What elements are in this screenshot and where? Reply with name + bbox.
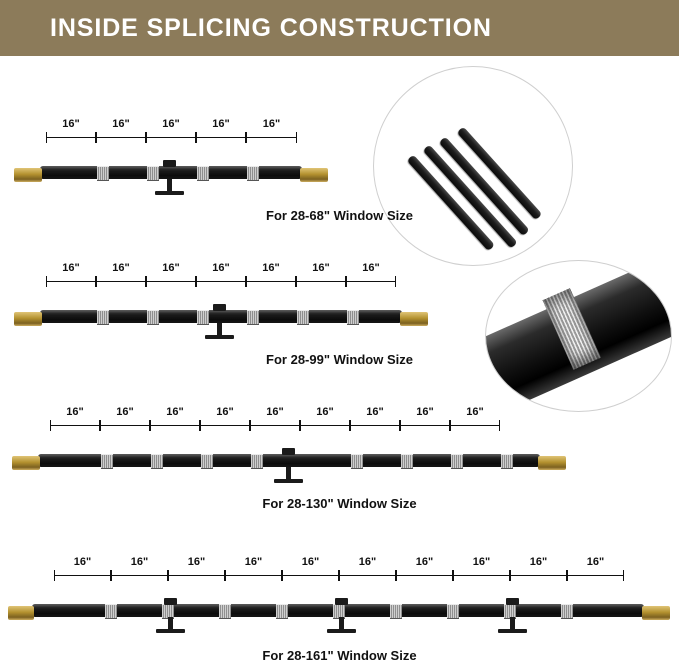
dimension-segment: 16" (54, 556, 111, 582)
dimension-segment: 16" (50, 406, 100, 432)
dimension-segment: 16" (300, 406, 350, 432)
center-support-foot (498, 629, 527, 633)
rod-end-cap-right (642, 606, 670, 620)
dimension-strip (46, 262, 396, 288)
dimension-segment: 16" (282, 556, 339, 582)
splice-band (276, 604, 288, 619)
dimension-segment: 16" (200, 406, 250, 432)
dimension-segment: 16" (196, 262, 246, 288)
dimension-segment: 16" (150, 406, 200, 432)
center-support-foot (155, 191, 184, 195)
dimension-segment: 16" (567, 556, 624, 582)
dimension-segment: 16" (453, 556, 510, 582)
splice-band (97, 166, 109, 181)
rod-end-cap-left (14, 312, 42, 326)
center-support-top (335, 598, 348, 605)
splice-band (501, 454, 513, 469)
splice-band (197, 166, 209, 181)
splice-band (151, 454, 163, 469)
dimension-segment: 16" (250, 406, 300, 432)
splice-band (390, 604, 402, 619)
dimension-segment: 16" (346, 262, 396, 288)
center-support-foot (274, 479, 303, 483)
dimension-segment: 16" (46, 118, 96, 144)
dimension-segment: 16" (168, 556, 225, 582)
row-caption: For 28-161" Window Size (262, 648, 417, 663)
dimension-segment: 16" (146, 118, 196, 144)
splice-band (105, 604, 117, 619)
center-support-top (164, 598, 177, 605)
dimension-segment: 16" (350, 406, 400, 432)
diagram-row-28-68 (0, 118, 679, 223)
splice-band (147, 310, 159, 325)
splice-band (201, 454, 213, 469)
dimension-segment: 16" (246, 118, 297, 144)
dimension-segment: 16" (246, 262, 296, 288)
dimension-segment: 16" (146, 262, 196, 288)
rod-assembly-28-68 (0, 118, 679, 196)
center-support-top (213, 304, 226, 311)
rod-end-cap-right (300, 168, 328, 182)
curtain-rod (40, 166, 302, 179)
splice-band (297, 310, 309, 325)
dimension-segment: 16" (396, 556, 453, 582)
splice-band (347, 310, 359, 325)
dimension-segment: 16" (296, 262, 346, 288)
splice-band (351, 454, 363, 469)
center-support-top (163, 160, 176, 167)
splice-band (101, 454, 113, 469)
splice-band (401, 454, 413, 469)
dimension-segment: 16" (96, 118, 146, 144)
splice-band (97, 310, 109, 325)
dimension-segment: 16" (96, 262, 146, 288)
center-support-foot (205, 335, 234, 339)
center-support-top (282, 448, 295, 455)
page-title: INSIDE SPLICING CONSTRUCTION (50, 13, 492, 42)
splice-band (451, 454, 463, 469)
dimension-segment: 16" (400, 406, 450, 432)
splice-band (447, 604, 459, 619)
splice-band (251, 454, 263, 469)
row-caption: For 28-99" Window Size (266, 352, 413, 367)
dimension-segment: 16" (510, 556, 567, 582)
dimension-segment: 16" (339, 556, 396, 582)
row-caption: For 28-68" Window Size (266, 208, 413, 223)
rod-assembly-28-99 (0, 262, 679, 340)
dimension-segment: 16" (46, 262, 96, 288)
diagram-row-28-161 (0, 556, 679, 663)
dimension-segment: 16" (225, 556, 282, 582)
center-support-foot (327, 629, 356, 633)
splice-band (147, 166, 159, 181)
dimension-segment: 16" (450, 406, 500, 432)
rod-assembly-28-130 (0, 406, 679, 484)
splice-band (247, 166, 259, 181)
header-banner (0, 0, 679, 56)
splice-band (561, 604, 573, 619)
dimension-strip (46, 118, 297, 144)
splice-band (197, 310, 209, 325)
rod-end-cap-left (14, 168, 42, 182)
dimension-strip (50, 406, 500, 432)
rod-end-cap-right (538, 456, 566, 470)
rod-end-cap-right (400, 312, 428, 326)
dimension-strip (54, 556, 624, 582)
row-caption: For 28-130" Window Size (262, 496, 417, 511)
dimension-segment: 16" (111, 556, 168, 582)
diagram-row-28-130 (0, 406, 679, 511)
diagram-row-28-99 (0, 262, 679, 367)
splice-band (219, 604, 231, 619)
rod-end-cap-left (8, 606, 34, 620)
dimension-segment: 16" (100, 406, 150, 432)
dimension-segment: 16" (196, 118, 246, 144)
center-support-top (506, 598, 519, 605)
center-support-foot (156, 629, 185, 633)
rod-end-cap-left (12, 456, 40, 470)
curtain-rod (38, 454, 540, 467)
rod-assembly-28-161 (0, 556, 679, 634)
splice-band (247, 310, 259, 325)
